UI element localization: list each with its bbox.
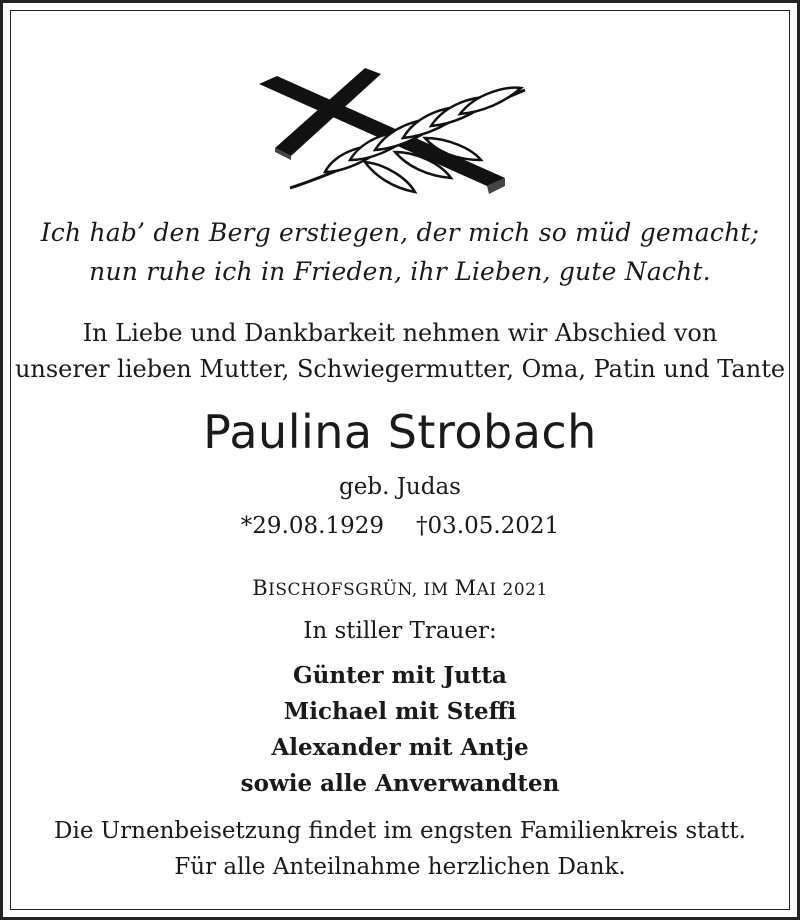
family-member: sowie alle Anverwandten [240,770,560,797]
verse-line-2: nun ruhe ich in Frieden, ihr Lieben, gute Nacht. [89,257,711,286]
family-member: Alexander mit Antje [271,734,529,761]
place-and-date: BISCHOFSGRÜN, IM MAI 2021 [252,576,548,600]
intro-line-1: In Liebe und Dankbarkeit nehmen wir Abschied von [82,319,718,347]
cross-with-palm-branch-icon [255,60,545,200]
life-dates [0,513,800,539]
birth-name: geb. Judas [339,474,461,500]
birth-symbol: * [240,513,253,539]
mourning-label: In stiller Trauer: [303,618,497,644]
closing-line-2: Für alle Anteilnahme herzlichen Dank. [174,854,626,880]
birth-date: 29.08.1929 [252,513,384,539]
intro-line-2: unserer lieben Mutter, Schwiegermutter, Oma, Patin und Tante [14,355,786,383]
deceased-name: Paulina Strobach [203,405,597,459]
family-member: Günter mit Jutta [293,662,507,689]
closing-line-1: Die Urnenbeisetzung findet im engsten Familienkreis statt. [54,818,746,844]
death-symbol: † [416,513,428,539]
verse-line-1: Ich hab’ den Berg erstiegen, der mich so müd gemacht; [40,218,760,247]
death-date: 03.05.2021 [427,513,560,539]
family-member: Michael mit Steffi [283,698,517,725]
